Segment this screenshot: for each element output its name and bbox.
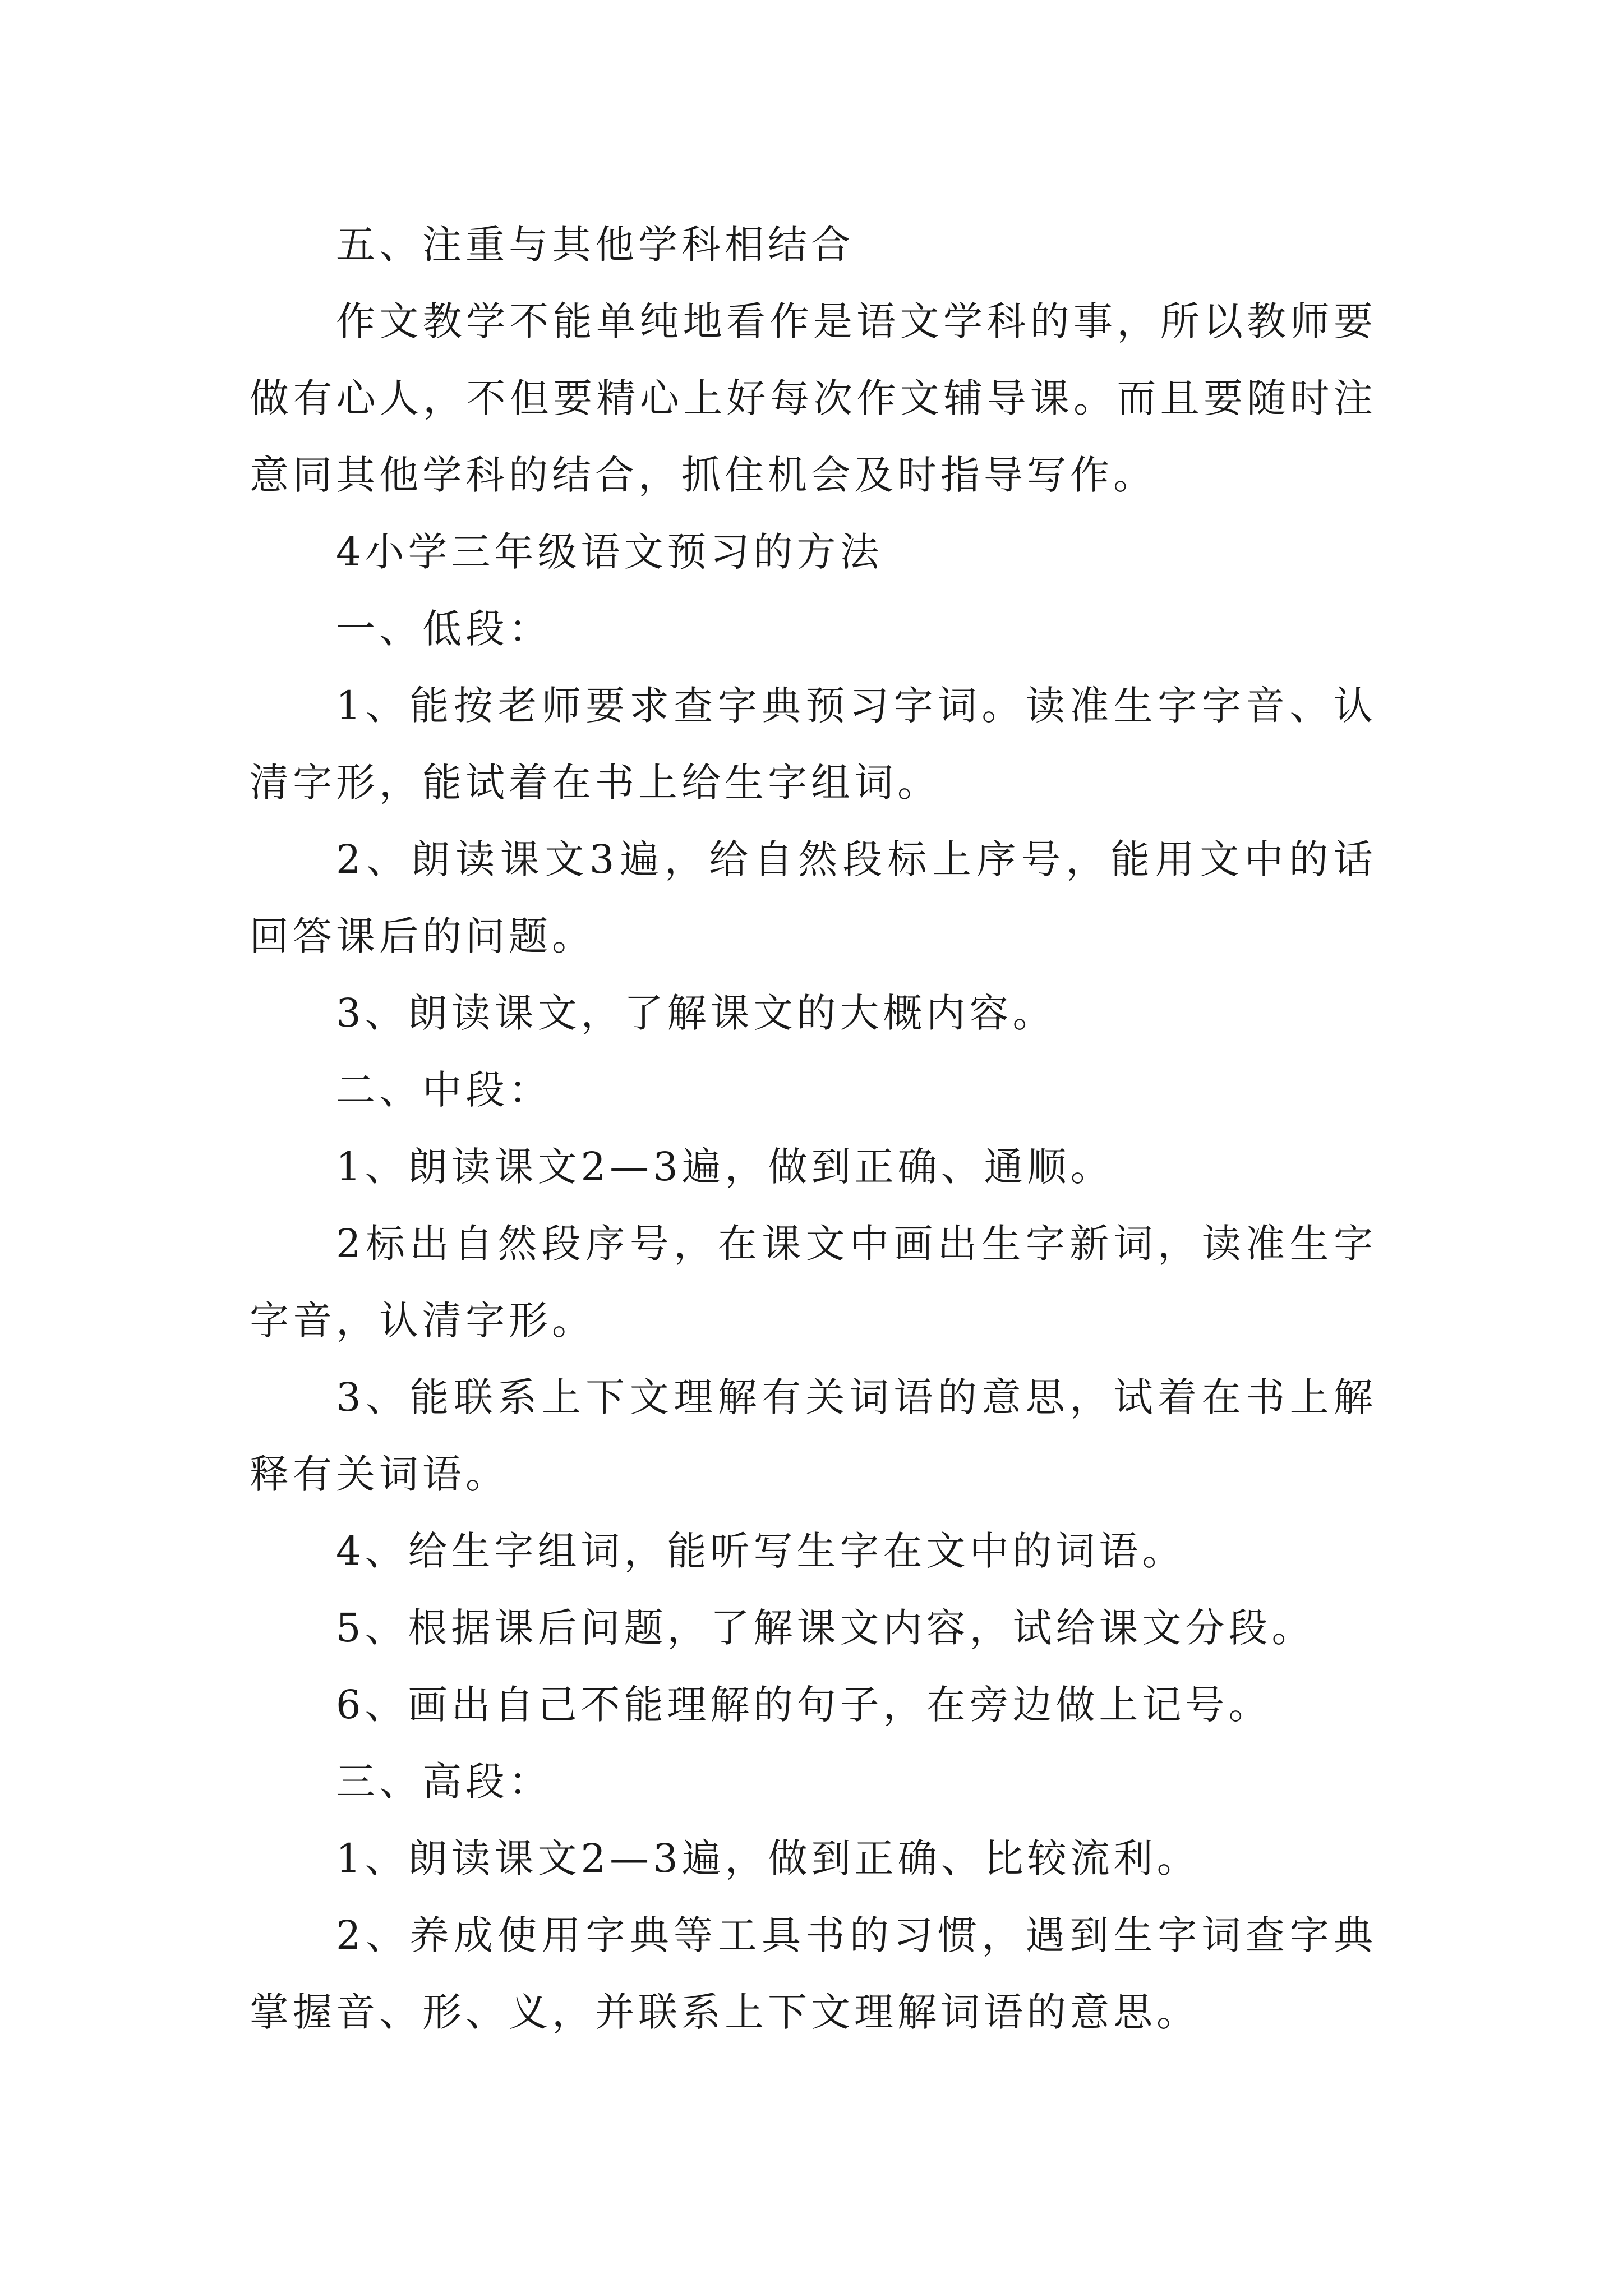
list-item: 4、给生字组词，能听写生字在文中的词语。 xyxy=(336,1528,1186,1574)
list-item: 1、朗读课文2—3遍，做到正确、比较流利。 xyxy=(336,1835,1200,1881)
list-item: 1、朗读课文2—3遍，做到正确、通顺。 xyxy=(336,1144,1114,1190)
paragraph: 作文教学不能单纯地看作是语文学科的事，所以教师要做有心人，不但要精心上好每次作文辅导课。而且要随时注意同其他学科的结合，抓住机会及时指导写作。 xyxy=(250,298,1377,498)
list-item: 5、根据课后问题，了解课文内容，试给课文分段。 xyxy=(336,1605,1315,1651)
section-heading-low: 一、低段： xyxy=(336,606,552,652)
list-item: 3、朗读课文，了解课文的大概内容。 xyxy=(336,990,1056,1036)
section-heading-5: 五、注重与其他学科相结合 xyxy=(336,222,854,268)
section-heading-high: 三、高段： xyxy=(336,1759,552,1805)
article-title: 4小学三年级语文预习的方法 xyxy=(336,529,883,575)
list-item: 6、画出自己不能理解的句子，在旁边做上记号。 xyxy=(336,1682,1272,1728)
list-item: 3、能联系上下文理解有关词语的意思，试着在书上解释有关词语。 xyxy=(250,1374,1377,1497)
list-item: 1、能按老师要求查字典预习字词。读准生字字音、认清字形，能试着在书上给生字组词。 xyxy=(250,683,1377,806)
list-item: 2、养成使用字典等工具书的习惯，遇到生字词查字典掌握音、形、义，并联系上下文理解词语的意思。 xyxy=(250,1912,1377,2035)
list-item: 2、朗读课文3遍，给自然段标上序号，能用文中的话回答课后的问题。 xyxy=(250,836,1377,959)
document-body xyxy=(250,206,1377,2051)
section-heading-mid: 二、中段： xyxy=(336,1067,552,1113)
list-item: 2标出自然段序号，在课文中画出生字新词，读准生字字音，认清字形。 xyxy=(250,1221,1377,1343)
